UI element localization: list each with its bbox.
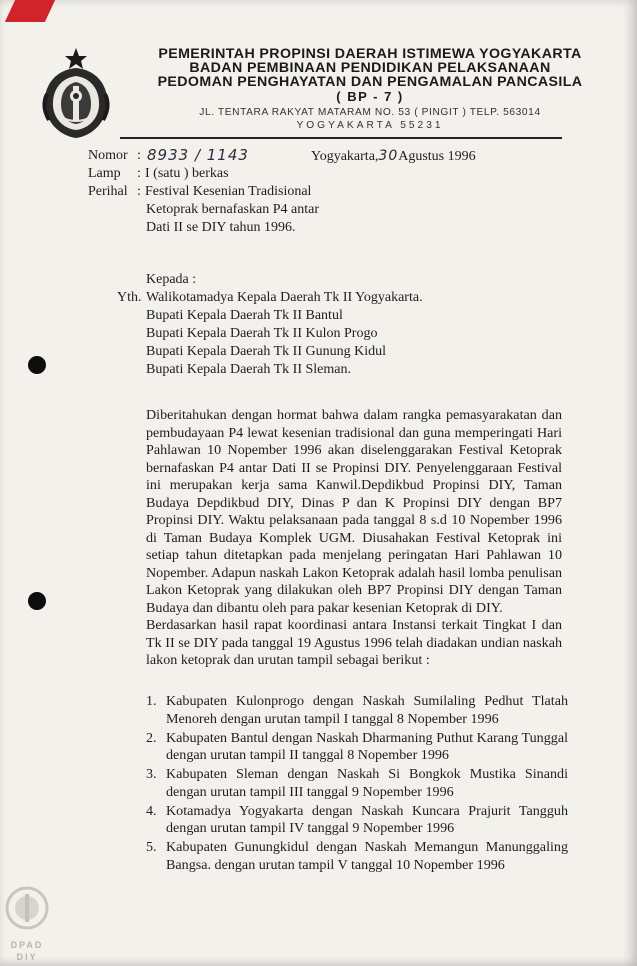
recipient-line: Bupati Kepala Daerah Tk II Kulon Progo: [146, 326, 378, 341]
watermark-text-line-2: DIY: [16, 952, 38, 962]
list-item: [146, 839, 568, 874]
list-item-number: 5.: [146, 839, 157, 855]
list-item: [146, 730, 568, 765]
letterhead-line-1: PEMERINTAH PROPINSI DAERAH ISTIMEWA YOGYAKARTA: [158, 46, 582, 62]
lamp-colon: :: [137, 166, 141, 181]
nomor-value: 8933 / 1143: [147, 146, 249, 164]
list-item-text: Kabupaten Gunungkidul dengan Naskah Memangun Manunggaling Bangsa. dengan urutan tampil V tanggal 10 Nopember 1996: [166, 839, 568, 873]
list-item-number: 1.: [146, 693, 157, 709]
list-item-number: 4.: [146, 802, 157, 819]
recipient-line: Walikotamadya Kepala Daerah Tk II Yogyakarta.: [146, 290, 423, 305]
perihal-colon: :: [137, 184, 141, 199]
list-item-text: Kabupaten Sleman dengan Naskah Si Bongkok Mustika Sinandi dengan urutan tampil III tanggal 9 Nopember 1996: [166, 766, 568, 800]
dpad-watermark-seal-icon: [3, 880, 51, 940]
date-month-year: Agustus 1996: [398, 149, 476, 164]
place-date: [311, 148, 476, 165]
list-item-text: Kabupaten Kulonprogo dengan Naskah Sumilaling Pedhut Tlatah Menoreh dengan urutan tampil I tanggal 8 Nopember 1996: [166, 693, 568, 727]
list-item-text: Kabupaten Bantul dengan Naskah Dharmaning Puthut Karang Tunggal dengan urutan tampil II tanggal 8 Nopember 1996: [166, 729, 568, 763]
letterhead-city: YOGYAKARTA 55231: [296, 120, 444, 131]
list-item-number: 3.: [146, 766, 157, 782]
list-item: [146, 803, 568, 838]
letterhead-line-4: ( BP - 7 ): [336, 89, 404, 104]
place-date-prefix: Yogyakarta,: [311, 149, 379, 164]
body-paragraph-1: Diberitahukan dengan hormat bahwa dalam rangka pemasyarakatan dan pembudayaan P4 lewat kesenian tradisional dan guna memperingati Hari Pahlawan 10 Nopember 1996 akan diselenggarakan Festival Ketoprak bernafaskan P4 antar Dati II se Propinsi DIY. Penyelenggaraan Festival ini merupakan kerja sama Kanwil.Depdikbud Propinsi DIY, Taman Budaya Depdikbud DIY, Dinas P dan K Propinsi DIY dengan BP7 Propinsi DIY. Waktu pelaksanaan pada tanggal 8 s.d 10 Nopember 1996 di Taman Budaya Komplek UGM. Diusahakan Festival Ketoprak ini setiap tahun ditetapkan pada menjelang peringatan Hari Pahlawan 10 Nopember. Adapun naskah Lakon Ketoprak adalah hasil lomba penulisan Lakon Ketoprak yang dilakukan oleh BP7 Propinsi DIY dengan Taman Budaya dan dibantu oleh para pakar kesenian Ketoprak di DIY.: [146, 407, 562, 616]
body-paragraph-2: Berdasarkan hasil rapat koordinasi antara Instansi terkait Tingkat I dan Tk II se DIY pada tanggal 19 Agustus 1996 telah diadakan undian naskah lakon ketoprak dan urutan tampil sebagai berikut :: [146, 617, 562, 668]
kepada-label: Kepada :: [146, 272, 197, 287]
letterhead-divider: [120, 137, 562, 139]
corner-tab-mark: [5, 0, 55, 22]
nomor-colon: :: [137, 148, 141, 163]
recipient-line: Bupati Kepala Daerah Tk II Gunung Kidul: [146, 344, 387, 359]
letterhead-line-2: BADAN PEMBINAAN PENDIDIKAN PELAKSANAAN: [189, 60, 551, 76]
punch-hole: [28, 592, 46, 610]
letterhead-address: JL. TENTARA RAKYAT MATARAM NO. 53 ( PINGIT ) TELP. 563014: [199, 107, 541, 118]
yth-label: Yth.: [117, 290, 142, 305]
letter-body: [146, 407, 562, 670]
yogyakarta-emblem-logo: [37, 46, 115, 142]
punch-hole: [28, 356, 46, 374]
recipient-line: Bupati Kepala Daerah Tk II Sleman.: [146, 362, 352, 377]
list-item: [146, 693, 568, 728]
letterhead-line-3: PEDOMAN PENGHAYATAN DAN PENGAMALAN PANCASILA: [157, 74, 583, 90]
recipient-line: Bupati Kepala Daerah Tk II Bantul: [146, 308, 343, 323]
perihal-line-3: Dati II se DIY tahun 1996.: [146, 220, 296, 235]
performance-schedule-list: [146, 693, 568, 876]
nomor-label: Nomor: [88, 148, 128, 163]
date-day-handwritten: 30: [378, 148, 399, 164]
perihal-line-1: Festival Kesenian Tradisional: [145, 184, 312, 199]
perihal-line-2: Ketoprak bernafaskan P4 antar: [146, 202, 319, 217]
watermark-text-line-1: DPAD: [10, 940, 44, 950]
lamp-value: I (satu ) berkas: [145, 166, 229, 181]
lamp-label: Lamp: [88, 166, 121, 181]
perihal-label: Perihal: [88, 184, 128, 199]
list-item-number: 2.: [146, 729, 157, 746]
list-item-text: Kotamadya Yogyakarta dengan Naskah Kuncara Prajurit Tangguh dengan urutan tampil IV tanggal 9 Nopember 1996: [166, 802, 568, 836]
list-item: [146, 766, 568, 801]
